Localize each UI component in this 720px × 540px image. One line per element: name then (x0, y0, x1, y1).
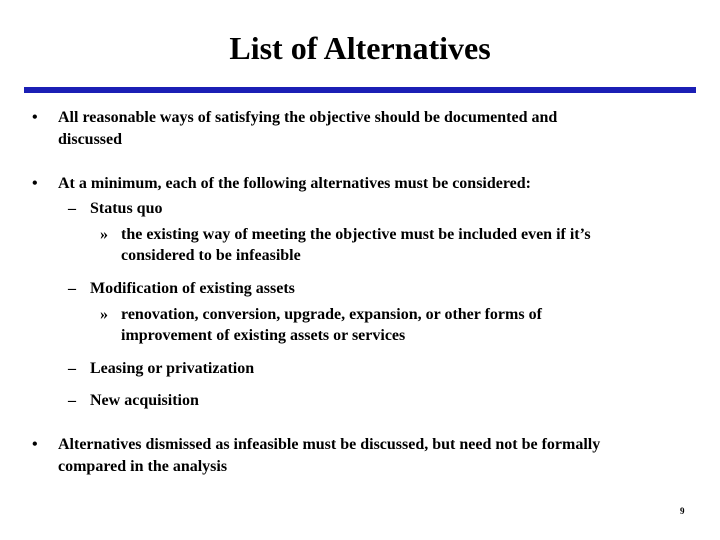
title-rule (24, 87, 696, 93)
detail-marker: » (100, 306, 108, 323)
detail-status-quo-line-2: considered to be infeasible (121, 247, 301, 264)
bullet-marker: • (32, 175, 38, 192)
sub-bullet-marker: – (68, 392, 76, 409)
bullet-1-line-2: discussed (58, 131, 123, 148)
bullet-marker: • (32, 436, 38, 453)
sub-bullet-marker: – (68, 280, 76, 297)
sub-item-modification: Modification of existing assets (90, 280, 295, 297)
page-number: 9 (680, 506, 685, 516)
detail-marker: » (100, 226, 108, 243)
bullet-3-line-2: compared in the analysis (58, 458, 228, 475)
bullet-marker: • (32, 109, 38, 126)
detail-modification-line-1: renovation, conversion, upgrade, expansion, or other forms of (121, 306, 542, 323)
bullet-3-line-1: Alternatives dismissed as infeasible must be discussed, but need not be formally (58, 436, 601, 453)
sub-item-new-acquisition: New acquisition (90, 392, 199, 409)
bullet-2-line-1: At a minimum, each of the following alternatives must be considered: (58, 175, 531, 192)
detail-status-quo-line-1: the existing way of meeting the objective must be included even if it’s (121, 226, 591, 243)
slide-title: List of Alternatives (229, 30, 491, 66)
detail-modification-line-2: improvement of existing assets or services (121, 327, 406, 344)
sub-item-leasing: Leasing or privatization (90, 360, 255, 377)
sub-bullet-marker: – (68, 360, 76, 377)
sub-item-status-quo: Status quo (90, 200, 163, 217)
bullet-1-line-1: All reasonable ways of satisfying the objective should be documented and (58, 109, 558, 126)
sub-bullet-marker: – (68, 200, 76, 217)
